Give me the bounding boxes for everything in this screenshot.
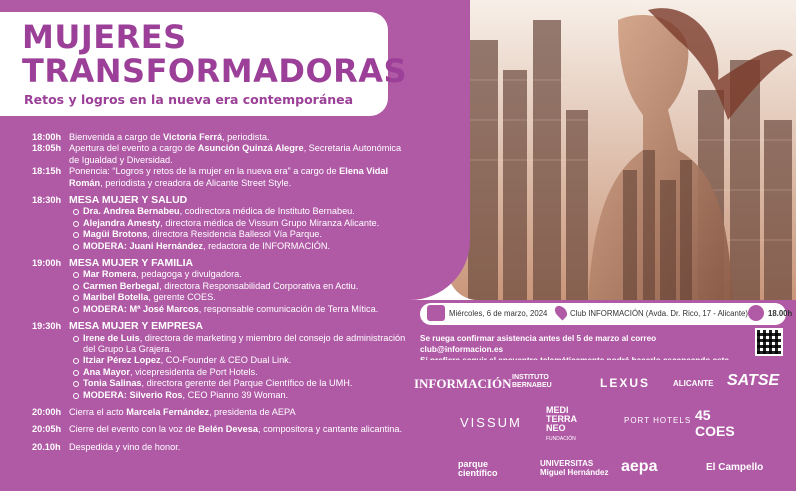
- event-place: Club INFORMACIÓN (Avda. Dr. Rico, 17 - Alicante): [570, 309, 748, 318]
- agenda-row: 18:05h Apertura del evento a cargo de Asunción Quinzá Alegre, Secretaria Autonómica de Igualdad y Diversidad.: [32, 143, 402, 165]
- section-title: MESA MUJER Y SALUD: [69, 194, 188, 207]
- list-item: Mar Romera, pedagoga y divulgadora.: [73, 269, 410, 280]
- event-title: [22, 18, 408, 90]
- list-item: Dra. Andrea Bernabeu, codirectora médica de Instituto Bernabeu.: [73, 206, 410, 217]
- section-header: [32, 195, 410, 206]
- list-item: Magüi Brotons, directora Residencia Ballesol Vía Parque.: [73, 229, 410, 240]
- rsvp-line-1: Se ruega confirmar asistencia antes del 5 de marzo al correo club@informacion.es: [420, 334, 657, 354]
- agenda-row: 18:00h Bienvenida a cargo de Victoria Ferrá, periodista.: [32, 132, 270, 142]
- speaker-name: Asunción Quinzá Alegre: [197, 143, 304, 154]
- speaker-name: Victoria Ferrá: [162, 132, 223, 142]
- list-item: Ana Mayor, vicepresidenta de Port Hotels.: [73, 367, 410, 378]
- logo-aepa: aepa: [621, 458, 658, 475]
- agenda-time: 20.10h: [32, 441, 61, 452]
- logo-fundacion: FUNDACIÓN: [546, 436, 576, 442]
- qr-code[interactable]: [755, 328, 783, 356]
- agenda-time: 20:05h: [32, 424, 62, 435]
- event-subtitle: Retos y logros en la nueva era contemporánea: [24, 92, 354, 107]
- agenda-time: 20:00h: [32, 406, 62, 417]
- agenda-row: 18:15h Ponencia: “Logros y retos de la mujer en la nueva era” a cargo de Elena Vidal Román, periodista y creadora de Alicante Street Style.: [32, 166, 389, 188]
- agenda-time: 18:30h: [32, 195, 62, 206]
- event-date: Miércoles, 6 de marzo, 2024: [449, 309, 548, 318]
- agenda-time: 19:30h: [32, 321, 62, 332]
- section-title: MESA MUJER Y EMPRESA: [69, 320, 204, 333]
- logo-umh: UNIVERSITAS Miguel Hernández: [540, 459, 609, 477]
- list-item: MODERA: Juani Hernández, redactora de INFORMACIÓN.: [73, 241, 410, 252]
- agenda-row: 20:00h Cierra el acto Marcela Fernández, presidenta de AEPA: [32, 406, 296, 417]
- agenda-time: 18:00h: [32, 132, 62, 142]
- list-item: Irene de Luis, directora de marketing y miembro del consejo de administración del Grupo La Grajera.: [73, 333, 410, 356]
- logo-coes: 45 COES: [695, 407, 735, 439]
- logo-instituto-bernabeu: INSTITUTO BERNABEU: [512, 374, 552, 389]
- speaker-name: Belén Devesa: [198, 424, 258, 435]
- logo-lexus: LEXUS: [600, 376, 651, 390]
- logo-vissum: VISSUM: [460, 415, 522, 430]
- title-line-2: TRANSFORMADORAS: [22, 52, 408, 90]
- calendar-icon: [427, 305, 445, 321]
- hero-photo: [448, 0, 796, 300]
- event-hour: 18.00h: [768, 309, 793, 318]
- list-item: Alejandra Amesty, directora médica de Vissum Grupo Miranza Alicante.: [73, 218, 410, 229]
- decorative-curve: [410, 0, 470, 300]
- agenda-row: 20:05h Cierre del evento con la voz de Belén Devesa, compositora y cantante alicantina.: [32, 424, 403, 435]
- list-item: Tonia Salinas, directora gerente del Parque Científico de la UMH.: [73, 378, 410, 389]
- logo-informacion: INFORMACIÓN: [414, 376, 512, 391]
- list-item: Maribel Botella, gerente COES.: [73, 292, 410, 303]
- agenda-time: 18:05h: [32, 143, 62, 154]
- logo-port-hotels: PORT HOTELS: [624, 416, 692, 425]
- agenda: [32, 132, 410, 453]
- speaker-name: Elena Vidal Román: [69, 166, 389, 188]
- section-header: [32, 321, 410, 332]
- logo-satse: SATSE: [727, 372, 780, 389]
- title-line-1: MUJERES: [22, 18, 187, 56]
- logo-el-campello: El Campello: [706, 462, 764, 473]
- woman-city-illustration: [448, 0, 796, 300]
- panel-list: [73, 333, 410, 401]
- logo-mediterraneo: MEDI TERRA NEO: [546, 405, 577, 433]
- list-item: Carmen Berbegal, directora Responsabilidad Corporativa en Actiu.: [73, 281, 410, 292]
- speaker-name: Marcela Fernández: [126, 406, 209, 417]
- logo-lexus-alicante: ALICANTE: [673, 379, 714, 388]
- panel-list: [73, 206, 410, 252]
- list-item: MODERA: Silverio Ros, CEO Pianno 39 Woman.: [73, 390, 410, 401]
- list-item: MODERA: Mª José Marcos, responsable comunicación de Terra Mítica.: [73, 304, 410, 315]
- list-item: Itziar Pérez Lopez, CO-Founder & CEO Dual Link.: [73, 355, 410, 366]
- agenda-time: 19:00h: [32, 258, 62, 269]
- section-header: [32, 258, 410, 269]
- agenda-row: 20.10h Despedida y vino de honor.: [32, 441, 181, 452]
- clock-icon: [748, 305, 764, 321]
- logo-parque-cientifico: parque científico: [458, 459, 498, 478]
- section-title: MESA MUJER Y FAMILIA: [69, 257, 194, 270]
- agenda-time: 18:15h: [32, 166, 62, 177]
- panel-list: [73, 269, 410, 315]
